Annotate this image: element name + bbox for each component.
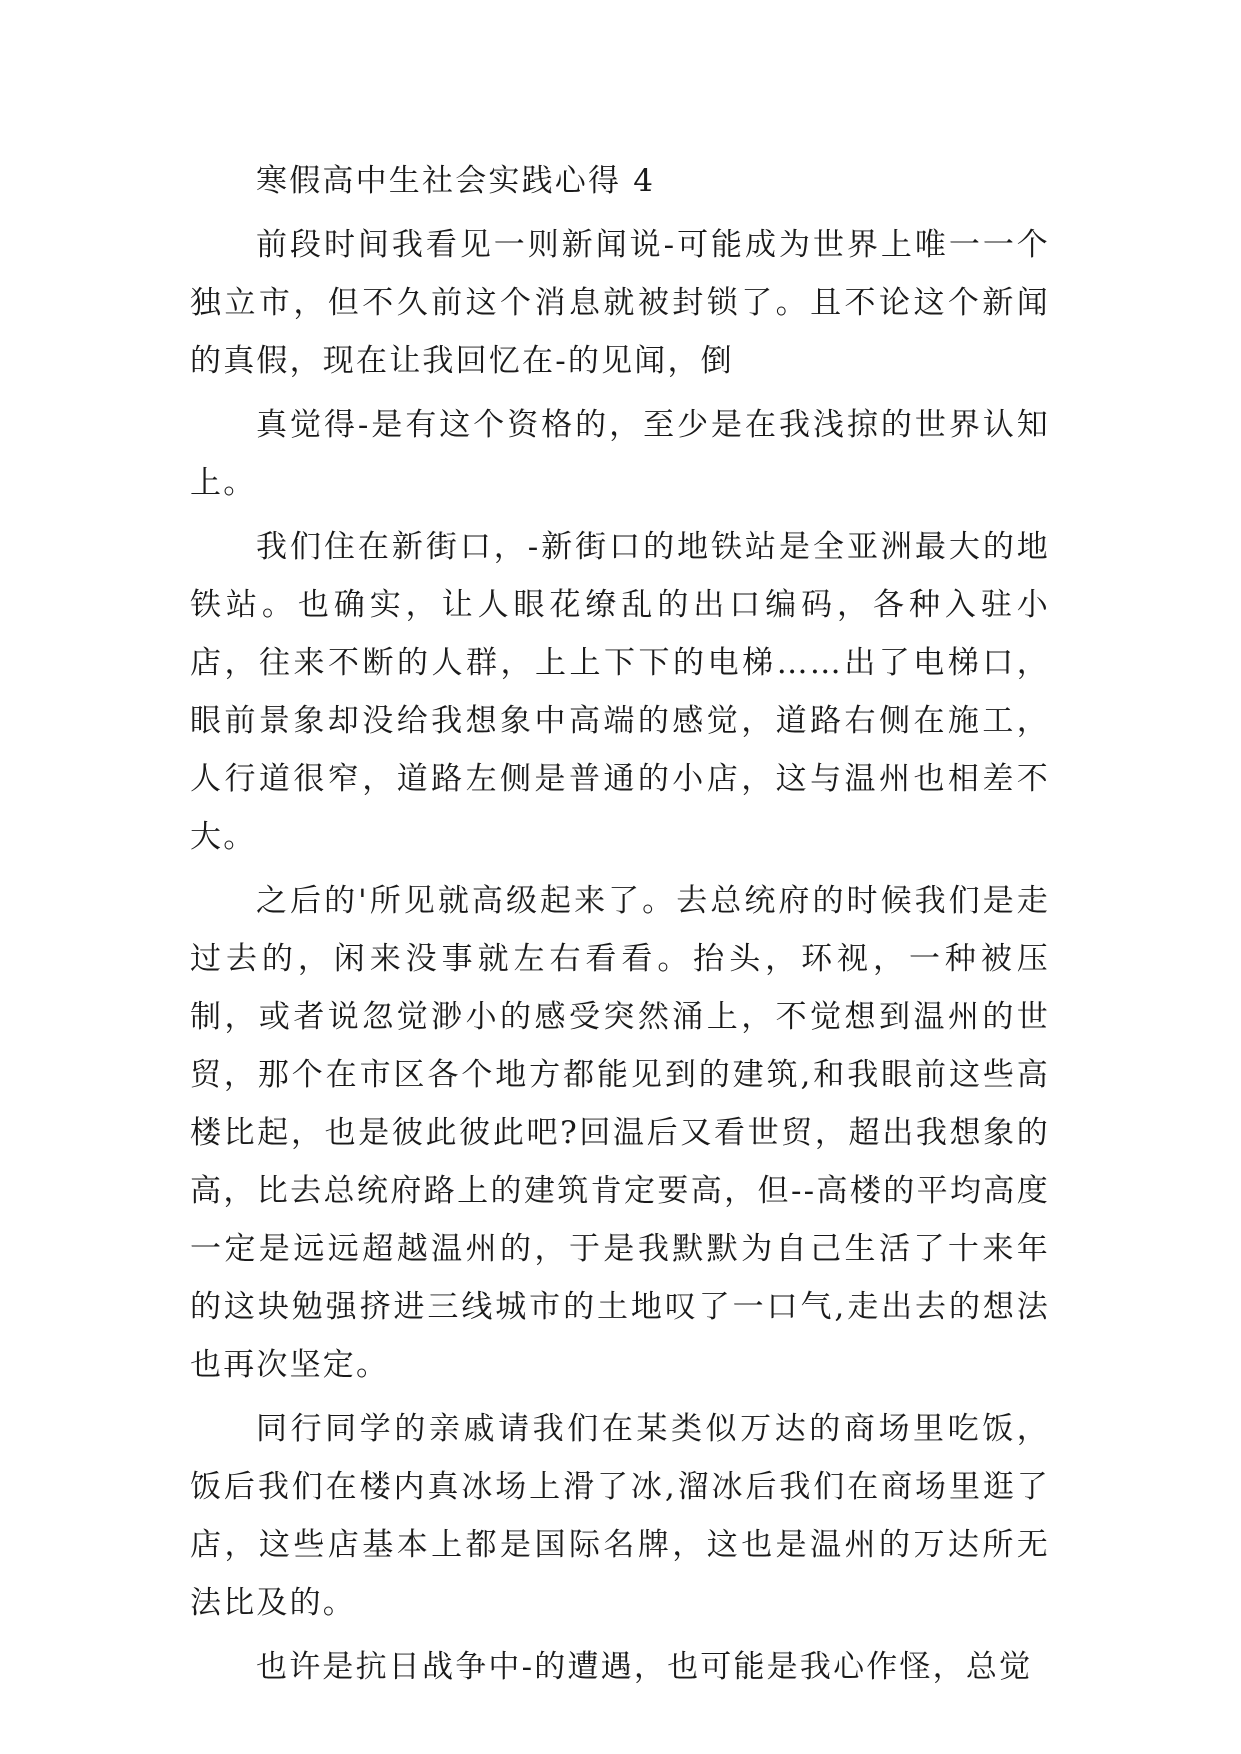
document-title: 寒假高中生社会实践心得 4	[256, 163, 656, 199]
document-body	[190, 152, 1050, 1696]
paragraph: 也许是抗日战争中-的遭遇，也可能是我心作怪，总觉	[256, 1649, 1033, 1685]
paragraph: 之后的'所见就高级起来了。去总统府的时候我们是走过去的，闲来没事就左右看看。抬头，环视，一种被压制，或者说忽觉渺小的感受突然涌上，不觉想到温州的世贸，那个在市区各个地方都能见到的建筑,和我眼前这些高楼比起，也是彼此彼此吧?回温后又看世贸，超出我想象的高，比去总统府路上的建筑肯定要高，但--高楼的平均高度一定是远远超越温州的，于是我默默为自己生活了十来年的这块勉强挤进三线城市的土地叹了一口气,走出去的想法也再次坚定。	[190, 883, 1050, 1383]
paragraph: 真觉得-是有这个资格的，至少是在我浅掠的世界认知上。	[190, 407, 1050, 501]
paragraph: 前段时间我看见一则新闻说-可能成为世界上唯一一个独立市，但不久前这个消息就被封锁了。且不论这个新闻的真假，现在让我回忆在-的见闻，倒	[190, 227, 1050, 379]
paragraph: 同行同学的亲戚请我们在某类似万达的商场里吃饭，饭后我们在楼内真冰场上滑了冰,溜冰后我们在商场里逛了店，这些店基本上都是国际名牌，这也是温州的万达所无法比及的。	[190, 1411, 1050, 1621]
paragraph: 我们住在新街口，-新街口的地铁站是全亚洲最大的地铁站。也确实，让人眼花缭乱的出口编码，各种入驻小店，往来不断的人群，上上下下的电梯……出了电梯口，眼前景象却没给我想象中高端的感觉，道路右侧在施工，人行道很窄，道路左侧是普通的小店，这与温州也相差不大。	[190, 529, 1050, 855]
